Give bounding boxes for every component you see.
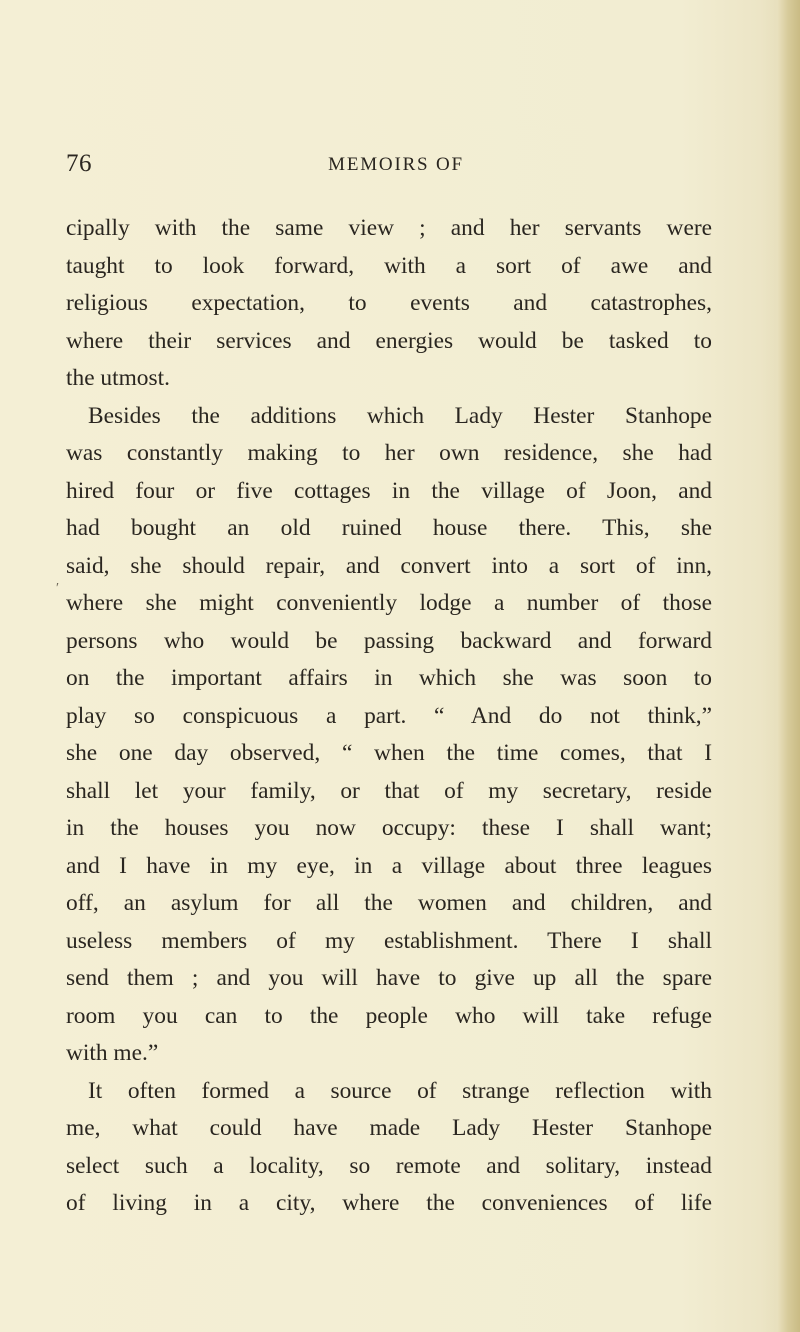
text-line: with me.” — [66, 1040, 159, 1066]
text-line: had bought an old ruined house there. This, she — [66, 515, 712, 541]
text-line: she one day observed, “ when the time comes, that I — [66, 740, 712, 766]
text-line: in the houses you now occupy: these I shall want; — [66, 815, 712, 841]
text-line: room you can to the people who will take refuge — [66, 1002, 712, 1029]
running-title: MEMOIRS OF — [328, 154, 464, 175]
text-line: select such a locality, so remote and solitary, instead — [66, 1152, 712, 1179]
text-line: cipally with the same view ; and her servants were — [66, 215, 712, 241]
body-text — [66, 210, 712, 1223]
text-line: said, she should repair, and convert into a sort of inn, — [66, 552, 712, 579]
running-head — [66, 148, 726, 180]
text-line: send them ; and you will have to give up all the spare — [66, 965, 712, 991]
text-line: religious expectation, to events and catastrophes, — [66, 290, 712, 316]
text-line: and I have in my eye, in a village about three leagues — [66, 852, 712, 879]
text-line: useless members of my establishment. There I shall — [66, 927, 712, 954]
text-line: the utmost. — [66, 365, 170, 391]
text-line: persons who would be passing backward and forward — [66, 627, 712, 654]
text-line: was constantly making to her own residence, she had — [66, 440, 712, 466]
text-line: off, an asylum for all the women and children, and — [66, 890, 712, 916]
page-edge — [778, 0, 800, 1332]
text-line: where their services and energies would be tasked to — [66, 327, 712, 354]
text-line: of living in a city, where the conveniences of life — [66, 1190, 712, 1216]
text-line: where she might conveniently lodge a number of those — [66, 590, 712, 616]
text-line: Besides the additions which Lady Hester Stanhope — [88, 402, 712, 429]
margin-mark: ′ — [56, 581, 60, 596]
text-line: hired four or five cottages in the village of Joon, and — [66, 477, 712, 504]
text-line: It often formed a source of strange reflection with — [88, 1077, 712, 1104]
text-line: shall let your family, or that of my secretary, reside — [66, 777, 712, 804]
page-number: 76 — [66, 150, 92, 177]
text-line: on the important affairs in which she was soon to — [66, 665, 712, 691]
text-line: play so conspicuous a part. “ And do not think,” — [66, 702, 712, 729]
text-line: taught to look forward, with a sort of awe and — [66, 252, 712, 279]
text-line: me, what could have made Lady Hester Stanhope — [66, 1115, 712, 1141]
